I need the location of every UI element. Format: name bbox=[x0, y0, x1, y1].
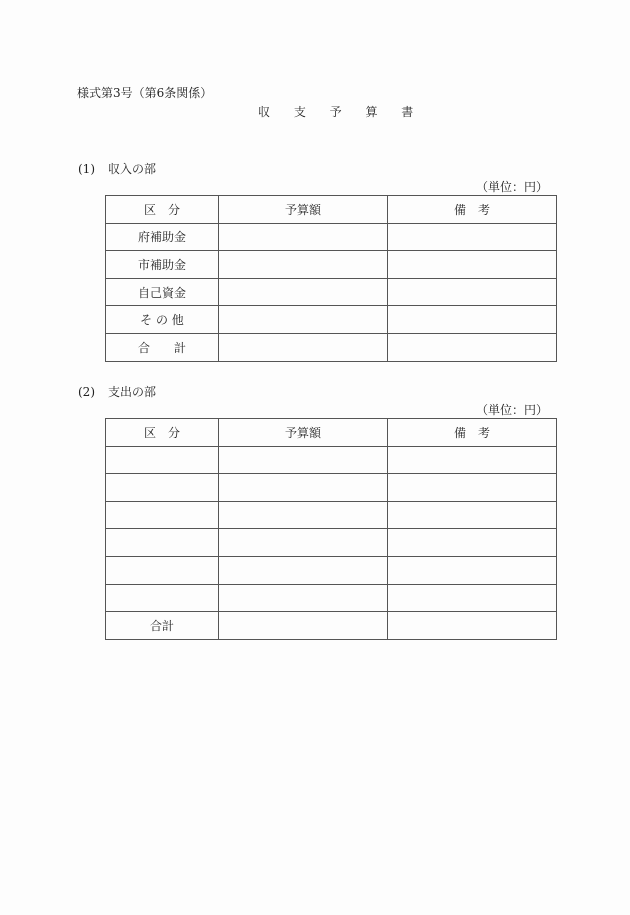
amount-cell[interactable] bbox=[219, 278, 388, 306]
section-number: (2) bbox=[78, 385, 95, 399]
table-row bbox=[106, 501, 557, 529]
income-unit-label: （単位：円） bbox=[475, 180, 548, 194]
table-row bbox=[106, 278, 557, 306]
expense-table bbox=[105, 418, 557, 640]
remarks-cell[interactable] bbox=[388, 251, 557, 279]
expense-unit-label: （単位：円） bbox=[475, 403, 548, 417]
header-remarks: 備 考 bbox=[388, 419, 557, 447]
table-row bbox=[106, 584, 557, 612]
category-cell: そ の 他 bbox=[106, 306, 219, 334]
remarks-cell[interactable] bbox=[388, 556, 557, 584]
table-header-row bbox=[106, 196, 557, 224]
table-row bbox=[106, 306, 557, 334]
amount-cell[interactable] bbox=[219, 306, 388, 334]
remarks-cell[interactable] bbox=[388, 529, 557, 557]
section-title: 支出の部 bbox=[108, 385, 157, 399]
category-cell: 府補助金 bbox=[106, 223, 219, 251]
remarks-cell[interactable] bbox=[388, 612, 557, 640]
header-category: 区 分 bbox=[106, 196, 219, 224]
remarks-cell[interactable] bbox=[388, 474, 557, 502]
category-cell: 合計 bbox=[106, 612, 219, 640]
header-amount: 予算額 bbox=[219, 419, 388, 447]
remarks-cell[interactable] bbox=[388, 278, 557, 306]
document-title: 収 支 予 算 書 bbox=[258, 105, 424, 119]
category-cell[interactable] bbox=[106, 446, 219, 474]
header-remarks: 備 考 bbox=[388, 196, 557, 224]
category-cell: 自己資金 bbox=[106, 278, 219, 306]
header-category: 区 分 bbox=[106, 419, 219, 447]
category-cell[interactable] bbox=[106, 584, 219, 612]
amount-cell[interactable] bbox=[219, 446, 388, 474]
table-row bbox=[106, 556, 557, 584]
category-cell: 市補助金 bbox=[106, 251, 219, 279]
remarks-cell[interactable] bbox=[388, 223, 557, 251]
remarks-cell[interactable] bbox=[388, 501, 557, 529]
income-section-heading bbox=[78, 160, 156, 177]
category-cell[interactable] bbox=[106, 556, 219, 584]
amount-cell[interactable] bbox=[219, 584, 388, 612]
table-row bbox=[106, 529, 557, 557]
table-header-row bbox=[106, 419, 557, 447]
amount-cell[interactable] bbox=[219, 612, 388, 640]
remarks-cell[interactable] bbox=[388, 333, 557, 361]
table-row bbox=[106, 223, 557, 251]
section-title: 収入の部 bbox=[108, 162, 157, 176]
expense-section-heading bbox=[78, 383, 156, 400]
table-row bbox=[106, 446, 557, 474]
category-cell[interactable] bbox=[106, 474, 219, 502]
amount-cell[interactable] bbox=[219, 556, 388, 584]
amount-cell[interactable] bbox=[219, 251, 388, 279]
section-number: (1) bbox=[78, 162, 95, 176]
table-row bbox=[106, 474, 557, 502]
total-row bbox=[106, 612, 557, 640]
header-amount: 予算額 bbox=[219, 196, 388, 224]
table-row bbox=[106, 251, 557, 279]
remarks-cell[interactable] bbox=[388, 584, 557, 612]
amount-cell[interactable] bbox=[219, 474, 388, 502]
category-cell[interactable] bbox=[106, 529, 219, 557]
income-table bbox=[105, 195, 557, 362]
remarks-cell[interactable] bbox=[388, 446, 557, 474]
amount-cell[interactable] bbox=[219, 501, 388, 529]
form-number: 様式第3号（第6条関係） bbox=[77, 86, 213, 100]
category-cell[interactable] bbox=[106, 501, 219, 529]
remarks-cell[interactable] bbox=[388, 306, 557, 334]
amount-cell[interactable] bbox=[219, 529, 388, 557]
category-cell: 合 計 bbox=[106, 333, 219, 361]
amount-cell[interactable] bbox=[219, 223, 388, 251]
total-row bbox=[106, 333, 557, 361]
amount-cell[interactable] bbox=[219, 333, 388, 361]
